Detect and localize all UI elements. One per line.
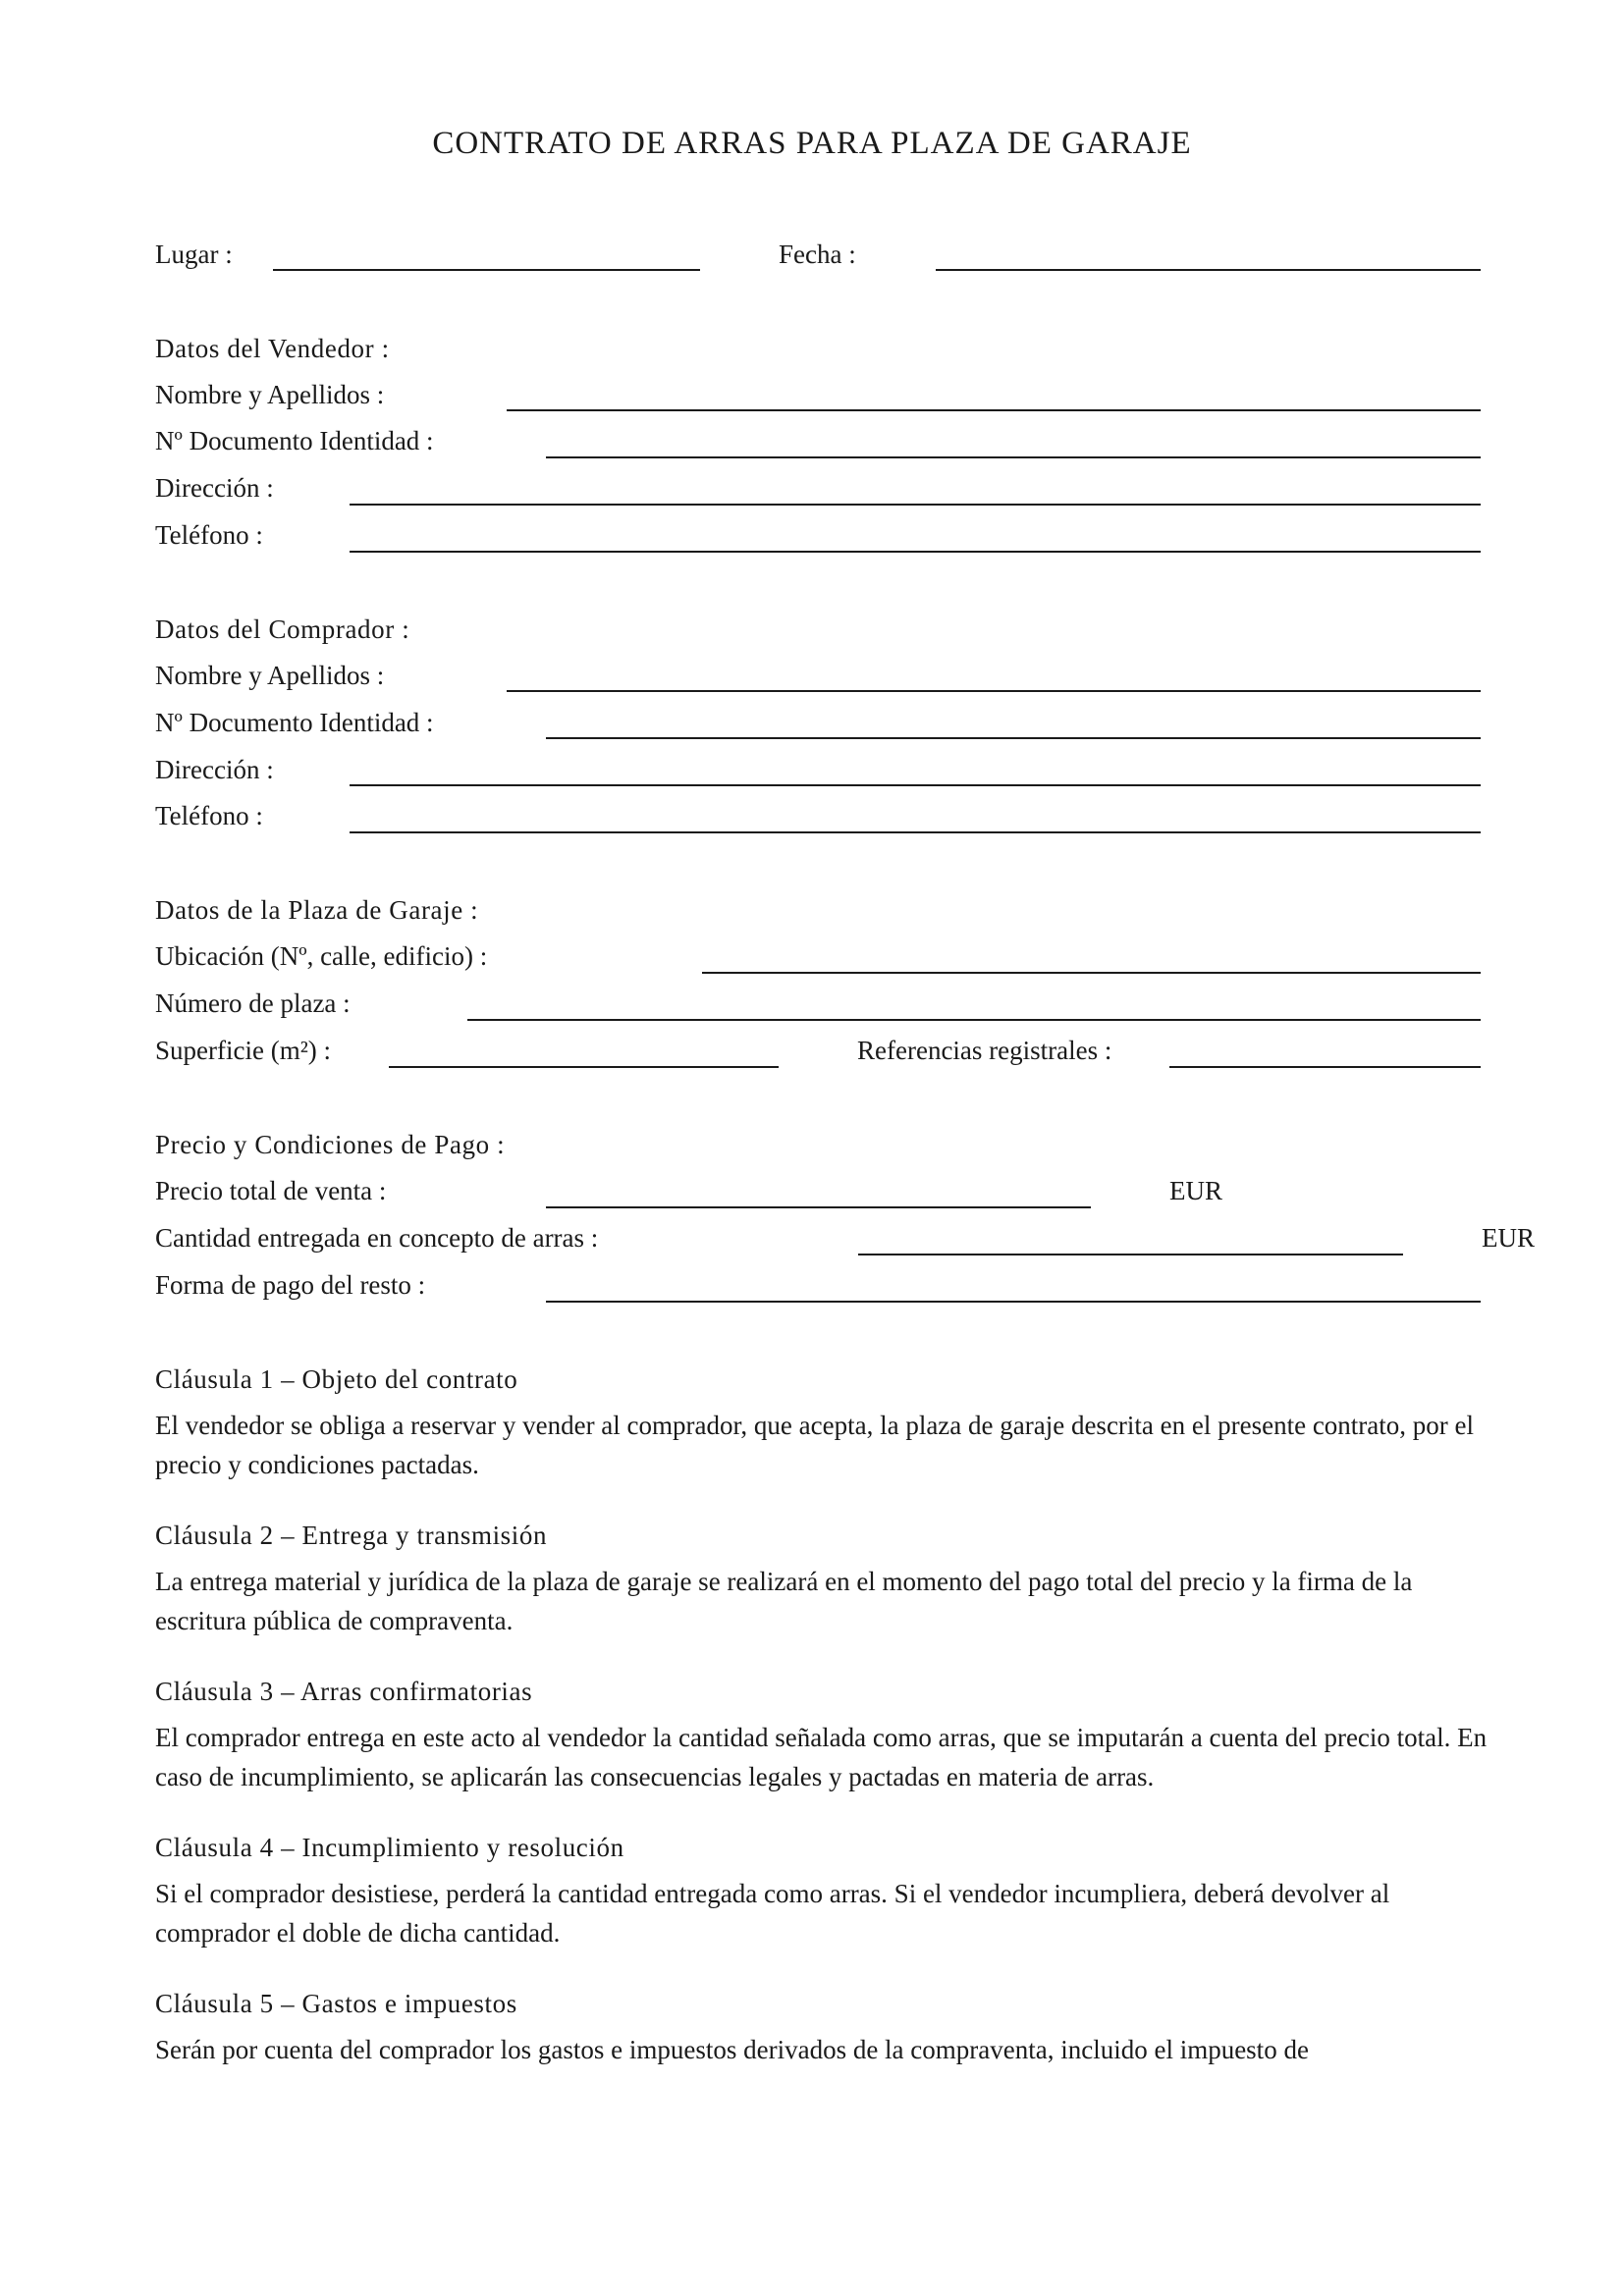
place-label: Lugar : xyxy=(155,240,233,269)
garage-location-label: Ubicación (Nº, calle, edificio) : xyxy=(155,941,488,971)
total-price-label: Precio total de venta : xyxy=(155,1176,387,1205)
seller-id-label: Nº Documento Identidad : xyxy=(155,426,434,455)
buyer-phone-field[interactable] xyxy=(350,831,1481,833)
buyer-name-field[interactable] xyxy=(507,690,1481,692)
total-price-currency: EUR xyxy=(1169,1176,1222,1205)
date-label: Fecha : xyxy=(779,240,856,269)
total-price-field[interactable] xyxy=(546,1206,1091,1208)
seller-phone-field[interactable] xyxy=(350,551,1481,553)
clause-4-text: Si el comprador desistiese, perderá la cantidad entregada como arras. Si el vendedor incumpliera, deberá devolver al comprador el doble de dicha cantidad. xyxy=(155,1879,1390,1948)
clause-1-title: Cláusula 1 – Objeto del contrato xyxy=(155,1364,518,1394)
rest-payment-label: Forma de pago del resto : xyxy=(155,1270,426,1300)
seller-name-field[interactable] xyxy=(507,409,1481,411)
seller-id-field[interactable] xyxy=(546,456,1481,458)
garage-location-field[interactable] xyxy=(702,972,1481,974)
rest-payment-field[interactable] xyxy=(546,1301,1481,1303)
garage-registry-field[interactable] xyxy=(1169,1066,1481,1068)
seller-address-field[interactable] xyxy=(350,504,1481,506)
clause-1-text: El vendedor se obliga a reservar y vender al comprador, que acepta, la plaza de garaje descrita en el presente contrato, por el precio y condiciones pactadas. xyxy=(155,1411,1475,1479)
seller-heading: Datos del Vendedor : xyxy=(155,334,390,363)
deposit-label: Cantidad entregada en concepto de arras : xyxy=(155,1223,599,1253)
place-field[interactable] xyxy=(273,269,700,271)
buyer-address-label: Dirección : xyxy=(155,755,274,784)
payment-heading: Precio y Condiciones de Pago : xyxy=(155,1130,506,1159)
clause-2-title: Cláusula 2 – Entrega y transmisión xyxy=(155,1521,548,1550)
deposit-field[interactable] xyxy=(858,1254,1403,1255)
garage-heading: Datos de la Plaza de Garaje : xyxy=(155,895,479,925)
page-title: CONTRATO DE ARRAS PARA PLAZA DE GARAJE xyxy=(432,126,1192,161)
clause-5-text: Serán por cuenta del comprador los gastos e impuestos derivados de la compraventa, incluido el impuesto de xyxy=(155,2035,1309,2064)
garage-number-label: Número de plaza : xyxy=(155,988,351,1018)
clause-3-title: Cláusula 3 – Arras confirmatorias xyxy=(155,1677,533,1706)
buyer-name-label: Nombre y Apellidos : xyxy=(155,661,385,690)
buyer-heading: Datos del Comprador : xyxy=(155,614,410,644)
clause-4-title: Cláusula 4 – Incumplimiento y resolución xyxy=(155,1833,624,1862)
deposit-currency: EUR xyxy=(1482,1223,1535,1253)
buyer-address-field[interactable] xyxy=(350,784,1481,786)
seller-phone-label: Teléfono : xyxy=(155,520,263,550)
seller-name-label: Nombre y Apellidos : xyxy=(155,380,385,409)
seller-address-label: Dirección : xyxy=(155,473,274,503)
clause-5-title: Cláusula 5 – Gastos e impuestos xyxy=(155,1989,517,2018)
garage-registry-label: Referencias registrales : xyxy=(857,1036,1112,1065)
buyer-phone-label: Teléfono : xyxy=(155,801,263,830)
clause-3-text: El comprador entrega en este acto al vendedor la cantidad señalada como arras, que se imputarán a cuenta del precio total. En caso de incumplimiento, se aplicarán las consecuencias legales y pactadas en materia de arras. xyxy=(155,1723,1488,1791)
clause-2-text: La entrega material y jurídica de la plaza de garaje se realizará en el momento del pago total del precio y la firma de la escritura pública de compraventa. xyxy=(155,1567,1413,1635)
garage-area-field[interactable] xyxy=(389,1066,779,1068)
date-field[interactable] xyxy=(936,269,1481,271)
buyer-id-label: Nº Documento Identidad : xyxy=(155,708,434,737)
buyer-id-field[interactable] xyxy=(546,737,1481,739)
garage-area-label: Superficie (m²) : xyxy=(155,1036,332,1065)
garage-number-field[interactable] xyxy=(467,1019,1481,1021)
